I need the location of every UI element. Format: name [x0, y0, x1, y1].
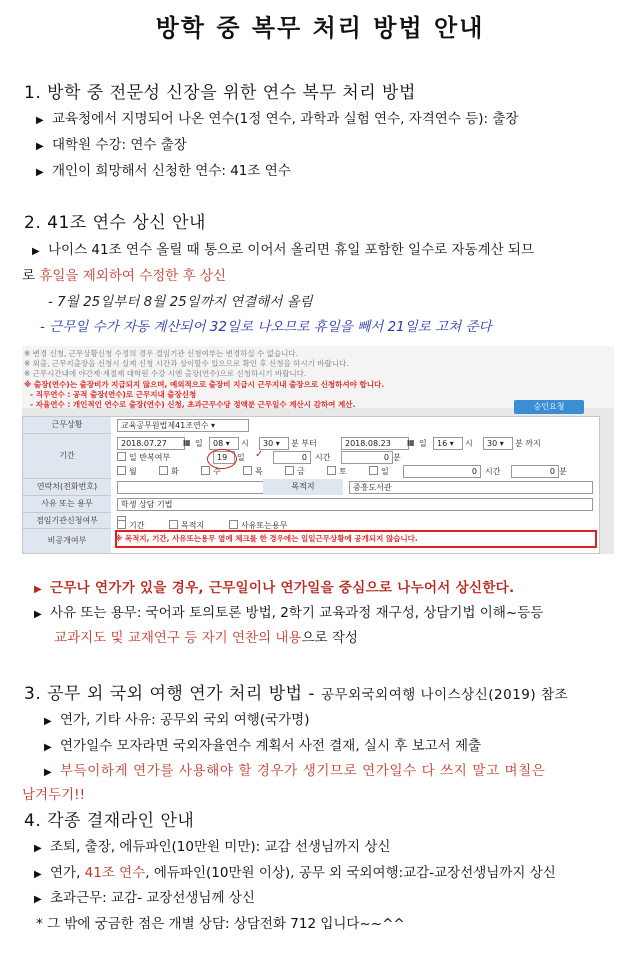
mins-input[interactable]: 0 — [341, 451, 393, 464]
notice-line-red: - 직무연수 : 공적 출장(연수)로 근무지내 출장신청 — [30, 390, 197, 399]
list-item-continued: 교과지도 및 교재연구 등 자기 연찬의 내용으로 작성 — [54, 630, 358, 646]
weekday-checkbox[interactable]: 목 — [243, 466, 263, 477]
hours-unit: 시간 — [315, 453, 331, 462]
notice-line-red: - 자율연수 : 개인적인 연수로 출장(연수) 신청, 초과근무수당 정액분 근무일수 계산시 감하여 계산. — [30, 400, 356, 409]
private-option-checkbox[interactable]: 사유또는용무 — [229, 520, 287, 531]
calendar-icon[interactable]: ▦ — [183, 438, 191, 447]
list-item: ▶ 근무나 연가가 있을 경우, 근무일이나 연가일을 중심으로 나누어서 상신한다. — [34, 580, 515, 596]
approve-request-button[interactable]: 승인요청 — [514, 400, 584, 414]
repeat-checkbox[interactable]: 일 반복여부 — [117, 452, 170, 463]
end-hour-select[interactable]: 16 ▾ — [433, 437, 463, 450]
hours-input[interactable]: 0 — [273, 451, 311, 464]
footnote: * 그 밖에 궁금한 점은 개별 상담: 상담전화 712 입니다~~^^ — [36, 916, 405, 932]
page-title: 방학 중 복무 처리 방법 안내 — [155, 14, 485, 42]
end-date-input[interactable]: 2018.08.23 — [341, 437, 409, 450]
status-select[interactable]: 교육공무원법제41조연수 ▾ — [117, 419, 249, 432]
days-input[interactable]: 19 — [213, 451, 235, 464]
min-unit: 분 까지 — [515, 439, 541, 448]
reason-input[interactable]: 학생 상담 기법 — [117, 498, 593, 511]
triangle-bullet-icon: ▶ — [44, 716, 52, 727]
weekday-checkbox[interactable]: 토 — [327, 466, 347, 477]
contact-input[interactable] — [117, 481, 265, 494]
list-item: ▶ 대학원 수강: 연수 출장 — [36, 137, 187, 153]
list-item: ▶ 연가, 41조 연수, 에듀파인(10만원 이상), 공무 외 국외여행:교감-교장선생님까지 상신 — [34, 865, 556, 881]
weekday-checkbox[interactable]: 금 — [285, 466, 305, 477]
list-item: ▶ 사유 또는 용무: 국어과 토의토론 방법, 2학기 교육과정 재구성, 상담기법 이해~등등 — [34, 605, 544, 621]
private-option-checkbox[interactable]: 목적지 — [169, 520, 204, 531]
triangle-bullet-icon: ▶ — [36, 167, 44, 178]
date-unit: 일 — [419, 439, 427, 448]
list-item: ▶ 초과근무: 교감- 교장선생님께 상신 — [34, 890, 255, 906]
mins-unit: 분 — [393, 453, 401, 462]
min-unit: 분 부터 — [291, 439, 317, 448]
start-min-select[interactable]: 30 ▾ — [259, 437, 289, 450]
work-status-form — [22, 416, 600, 554]
private-warning: ※ 목적지, 기간, 사유또는용무 옆에 체크를 한 경우에는 일일근무상황에 공개되지 않습니다. — [115, 534, 418, 543]
hand-drawn-mark: ✓ — [255, 449, 264, 460]
triangle-bullet-icon: ▶ — [34, 609, 42, 620]
triangle-bullet-icon: ▶ — [44, 767, 53, 778]
period-label: 기간 — [23, 434, 111, 479]
paragraph-continued: 로 휴일을 제외하여 수정한 후 상신 — [22, 268, 227, 284]
private-option-checkbox[interactable]: 기간 — [117, 520, 144, 531]
list-item: ▶ 연가, 기타 사유: 공무외 국외 여행(국가명) — [44, 712, 310, 728]
start-date-input[interactable]: 2018.07.27 — [117, 437, 185, 450]
handwritten-note-blue: - 근무일 수가 자동 계산되어 32일로 나오므로 휴일을 빼서 21일로 고쳐 준다 — [40, 319, 492, 335]
weekday-checkbox[interactable]: 월 — [117, 466, 137, 477]
notice-line-red: ※ 출장(연수)는 출장비가 지급되지 않으며, 예외적으로 출장비 지급시 근무지내 출장으로 신청하셔야 합니다. — [24, 380, 385, 389]
hour-unit: 시 — [241, 439, 249, 448]
list-item: ▶ 개인이 희망해서 신청한 연수: 41조 연수 — [36, 163, 291, 179]
list-item: ▶ 조퇴, 출장, 에듀파인(10만원 미만): 교감 선생님까지 상신 — [34, 839, 391, 855]
calendar-icon[interactable]: ▦ — [407, 438, 415, 447]
mins2-input[interactable]: 0 — [511, 465, 559, 478]
section-2-heading: 2. 41조 연수 상신 안내 — [24, 213, 206, 233]
section-1-heading: 1. 방학 중 전문성 신장을 위한 연수 복무 처리 방법 — [24, 83, 416, 103]
triangle-bullet-icon: ▶ — [36, 115, 44, 126]
neis-screenshot — [22, 346, 614, 554]
section-4-heading: 4. 각종 결재라인 안내 — [24, 811, 195, 831]
date-unit: 일 — [195, 439, 203, 448]
notice-box — [22, 346, 614, 408]
days2-input[interactable]: 0 — [403, 465, 481, 478]
days-unit: 일 — [237, 453, 245, 462]
start-hour-select[interactable]: 08 ▾ — [209, 437, 239, 450]
end-min-select[interactable]: 30 ▾ — [483, 437, 513, 450]
reason-label: 사유 또는 용무 — [23, 496, 111, 513]
private-label: 비공개여부 — [23, 529, 111, 554]
destination-label: 목적지 — [263, 479, 343, 495]
hour-unit: 시 — [465, 439, 473, 448]
contact-label: 연락처(전화번호) — [23, 479, 111, 496]
weekday-checkbox[interactable]: 일 — [369, 466, 389, 477]
triangle-bullet-icon: ▶ — [34, 843, 42, 854]
destination-input[interactable]: 중흥도서관 — [349, 481, 593, 494]
triangle-bullet-icon: ▶ — [34, 869, 42, 880]
notice-line: ※ 근무시간내에 야간제·계절제 대학원 수강 시엔 출장(연수)으로 신청하시기 바랍니다. — [24, 369, 307, 378]
section-3-heading: 3. 공무 외 국외 여행 연가 처리 방법 - 공무외국외여행 나이스상신(2019) 참조 — [24, 684, 569, 704]
concurrent-label: 겸임기관신청여부 — [23, 513, 111, 529]
list-item: ▶ 부득이하게 연가를 사용해야 할 경우가 생기므로 연가일수 다 쓰지 말고 며칠은 — [44, 763, 546, 779]
hours2-unit: 시간 — [485, 467, 501, 476]
list-item: ▶ 연가일수 모자라면 국외자율연수 계획서 사전 결재, 실시 후 보고서 제출 — [44, 738, 482, 754]
paragraph: ▶ 나이스 41조 연수 올릴 때 통으로 이어서 올리면 휴일 포함한 일수로 자동계산 되므 — [32, 242, 534, 258]
triangle-bullet-icon: ▶ — [34, 894, 42, 905]
list-item: ▶ 교육청에서 지명되어 나온 연수(1정 연수, 과학과 실험 연수, 자격연수 등): 출장 — [36, 111, 519, 127]
triangle-bullet-icon: ▶ — [36, 141, 44, 152]
list-item-continued: 남겨두기!! — [22, 787, 85, 803]
mins2-unit: 분 — [559, 467, 567, 476]
status-label: 근무상황 — [23, 417, 111, 434]
triangle-bullet-icon: ▶ — [32, 246, 40, 257]
handwritten-note: - 7월 25일부터 8월 25일까지 연결해서 올림 — [48, 294, 313, 310]
weekday-checkbox[interactable]: 화 — [159, 466, 179, 477]
weekday-checkbox[interactable]: 수 — [201, 466, 221, 477]
notice-line: ※ 변경 신청, 근무상황신청 수정의 경우 결임기관 신청여부는 변경하실 수 없습니다. — [24, 349, 298, 358]
triangle-bullet-icon: ▶ — [44, 742, 52, 753]
notice-line: ※ 외출, 근무지출장을 신청시 실제 신청 시간과 상이할수 있으므로 확인 후 신청을 하시기 바랍니다. — [24, 359, 349, 368]
triangle-bullet-icon: ▶ — [34, 584, 42, 595]
